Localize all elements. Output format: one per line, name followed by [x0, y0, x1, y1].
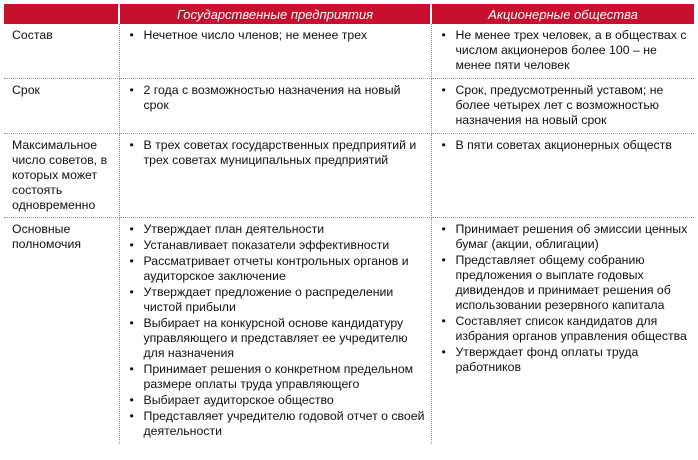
list-item: • Срок, предусмотренный уставом; не более четырех лет с возможностью назначения на новый срок — [438, 83, 689, 128]
list-item: • Не менее трех человек, а в обществах с числом акционеров более 100 – не менее пяти человек — [438, 28, 689, 73]
list-item: • Утверждает план деятельности — [126, 222, 425, 237]
comparison-table — [4, 4, 694, 444]
list-item: • Утверждает предложение о распределении чистой прибыли — [126, 285, 425, 315]
row-label: Основные полномочия — [4, 218, 119, 445]
table-row — [4, 79, 694, 134]
row-label: Состав — [4, 24, 119, 79]
list-item: • Представляет учредителю годовой отчет о своей деятельности — [126, 409, 425, 439]
bullet-list — [438, 222, 689, 375]
bullet-list — [438, 83, 689, 128]
list-item: • Устанавливает показатели эффективности — [126, 238, 425, 253]
table-header-row — [4, 4, 694, 24]
list-item: • Составляет список кандидатов для избрания органов управления общества — [438, 314, 689, 344]
row-label: Максимальное число советов, в которых может состоять одновременно — [4, 134, 119, 218]
list-item: • 2 года с возможностью назначения на новый срок — [126, 83, 425, 113]
list-item: • Выбирает на конкурсной основе кандидатуру управляющего и представляет ее учредителю для назначения — [126, 316, 425, 361]
list-item: • В трех советах государственных предприятий и трех советах муниципальных предприятий — [126, 138, 425, 168]
jsc-cell — [431, 134, 694, 218]
list-item: • Утверждает фонд оплаты труда работников — [438, 345, 689, 375]
jsc-cell — [431, 218, 694, 445]
list-item: • Представляет общему собранию предложения о выплате годовых дивидендов и принимает решения об использовании резервного капитала — [438, 253, 689, 313]
header-gov-enterprises: Государственные предприятия — [119, 4, 431, 24]
list-item: • Нечетное число членов; не менее трех — [126, 28, 425, 43]
bullet-list — [126, 28, 425, 43]
bullet-list — [126, 222, 425, 439]
gov-cell — [119, 24, 431, 79]
bullet-list — [438, 28, 689, 73]
bullet-list — [126, 83, 425, 113]
gov-cell — [119, 79, 431, 134]
table-row — [4, 24, 694, 79]
gov-cell — [119, 134, 431, 218]
bullet-list — [438, 138, 689, 153]
table-body — [4, 24, 694, 444]
list-item: • В пяти советах акционерных обществ — [438, 138, 689, 153]
list-item: • Рассматривает отчеты контрольных органов и аудиторское заключение — [126, 254, 425, 284]
table-row — [4, 218, 694, 445]
row-label: Срок — [4, 79, 119, 134]
jsc-cell — [431, 79, 694, 134]
gov-cell — [119, 218, 431, 445]
bullet-list — [126, 138, 425, 168]
header-joint-stock: Акционерные общества — [431, 4, 694, 24]
jsc-cell — [431, 24, 694, 79]
list-item: • Выбирает аудиторское общество — [126, 393, 425, 408]
list-item: • Принимает решения о конкретном предельном размере оплаты труда управляющего — [126, 362, 425, 392]
list-item: • Принимает решения об эмиссии ценных бумаг (акции, облигации) — [438, 222, 689, 252]
header-empty-cell — [4, 4, 119, 24]
table-row — [4, 134, 694, 218]
